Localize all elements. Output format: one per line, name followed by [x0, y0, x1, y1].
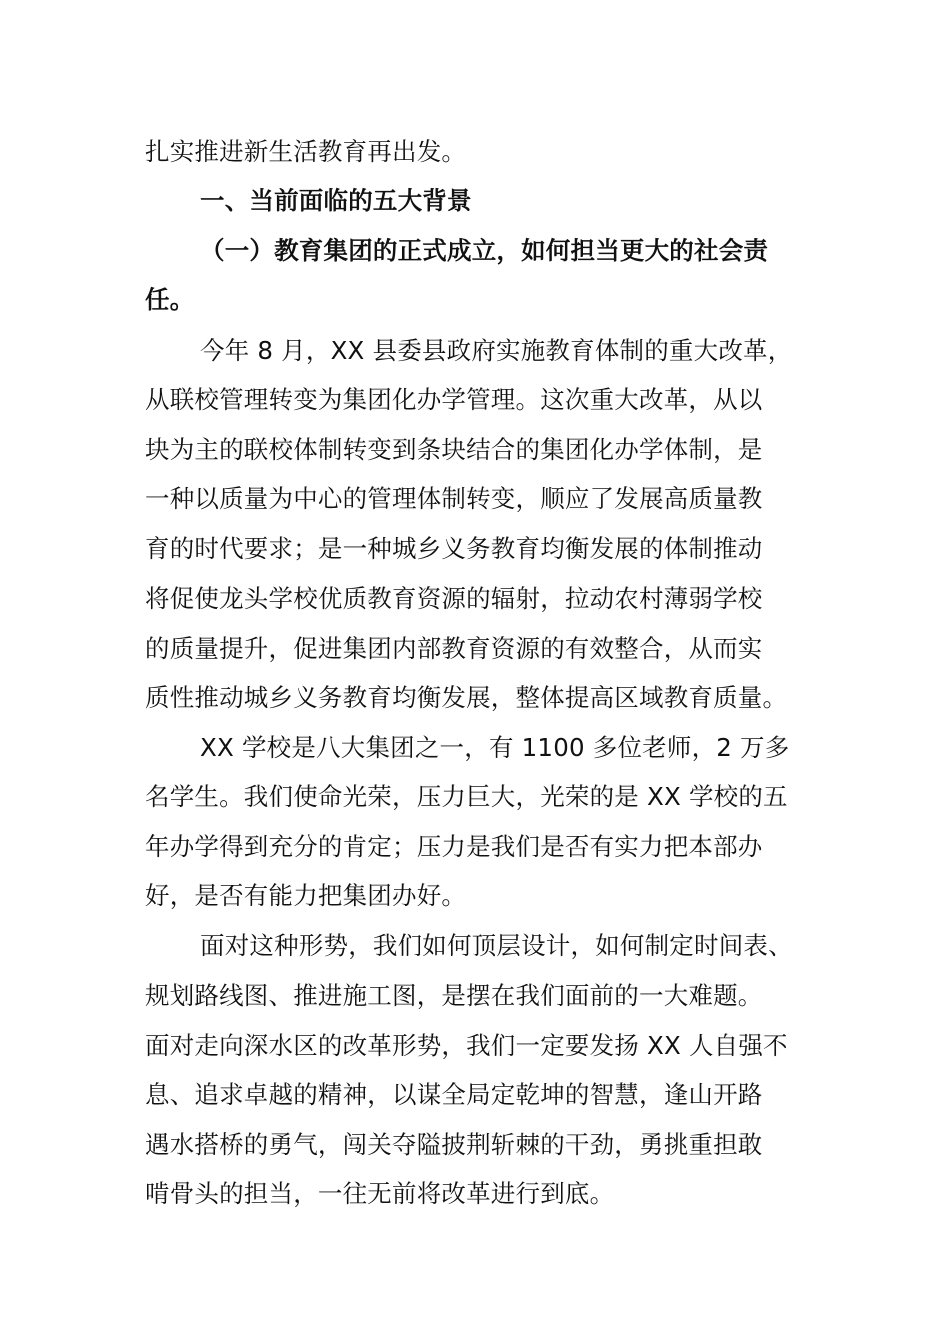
section-heading: 一、当前面临的五大背景: [200, 186, 472, 215]
paragraph-line: 息、追求卓越的精神，以谋全局定乾坤的智慧，逢山开路: [145, 1080, 763, 1109]
subsection-heading: （一）教育集团的正式成立，如何担当更大的社会责: [200, 236, 769, 265]
paragraph-line: 块为主的联校体制转变到条块结合的集团化办学体制，是: [145, 435, 763, 464]
paragraph-line: XX 学校是八大集团之一，有 1100 多位老师，2 万多: [200, 733, 790, 762]
paragraph-line: 啃骨头的担当，一往无前将改革进行到底。: [145, 1179, 615, 1208]
paragraph-line: 名学生。我们使命光荣，压力巨大，光荣的是 XX 学校的五: [145, 782, 788, 811]
text-line: 扎实推进新生活教育再出发。: [145, 137, 467, 166]
paragraph-line: 一种以质量为中心的管理体制转变，顺应了发展高质量教: [145, 484, 763, 513]
paragraph-line: 的质量提升，促进集团内部教育资源的有效整合，从而实: [145, 634, 763, 663]
paragraph-line: 面对这种形势，我们如何顶层设计，如何制定时间表、: [200, 931, 793, 960]
paragraph-line: 年办学得到充分的肯定；压力是我们是否有实力把本部办: [145, 832, 763, 861]
subsection-heading-continued: 任。: [145, 285, 195, 314]
paragraph-line: 质性推动城乡义务教育均衡发展，整体提高区域教育质量。: [145, 683, 788, 712]
paragraph-line: 规划路线图、推进施工图，是摆在我们面前的一大难题。: [145, 981, 763, 1010]
paragraph-line: 从联校管理转变为集团化办学管理。这次重大改革，从以: [145, 385, 763, 414]
paragraph-line: 好，是否有能力把集团办好。: [145, 881, 467, 910]
paragraph-line: 遇水搭桥的勇气，闯关夺隘披荆斩棘的干劲，勇挑重担敢: [145, 1130, 763, 1159]
paragraph-line: 面对走向深水区的改革形势，我们一定要发扬 XX 人自强不: [145, 1031, 788, 1060]
paragraph-line: 将促使龙头学校优质教育资源的辐射，拉动农村薄弱学校: [145, 584, 763, 613]
paragraph-line: 今年 8 月，XX 县委县政府实施教育体制的重大改革，: [200, 336, 793, 365]
paragraph-line: 育的时代要求；是一种城乡义务教育均衡发展的体制推动: [145, 534, 763, 563]
